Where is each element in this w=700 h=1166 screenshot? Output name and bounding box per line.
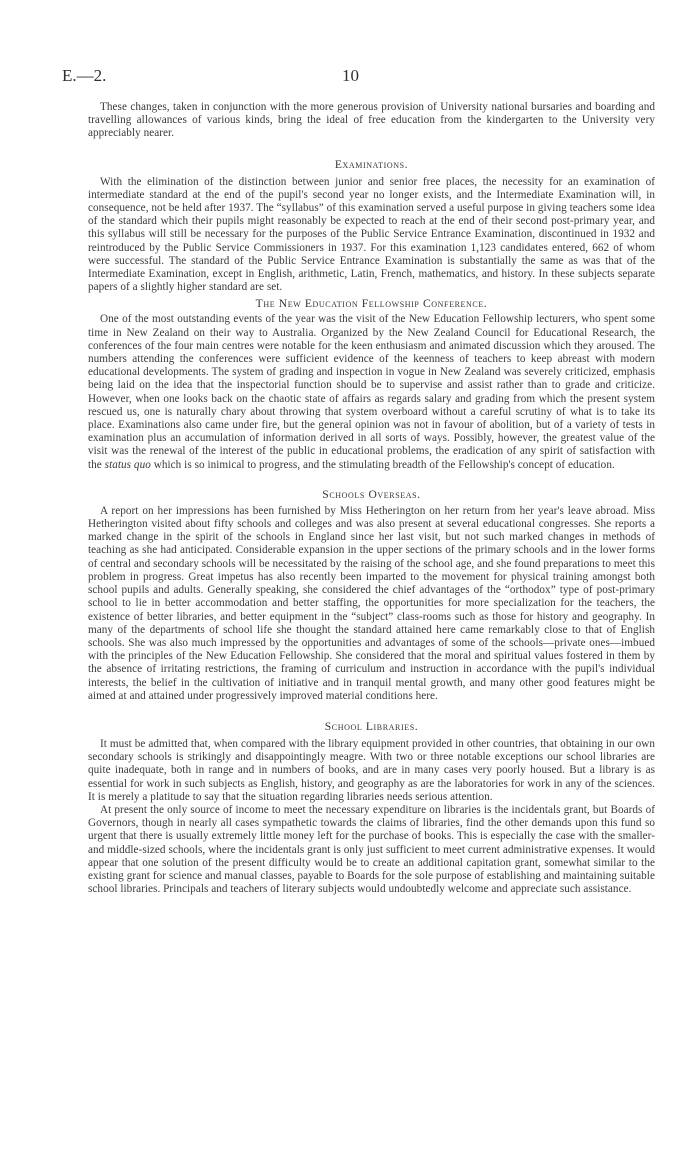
status-quo-italic: status quo (104, 458, 151, 471)
page-number: 10 (342, 66, 359, 85)
school-libraries-heading: School Libraries. (324, 719, 419, 733)
examinations-heading: Examinations. (334, 157, 409, 171)
page-body (88, 101, 655, 896)
intro-paragraph: These changes, taken in conjunction with the more generous provision of University national bursaries and boarding and travelling allowances of various kinds, bring the ideal of free education from the kindergarten to the University very appreciably nearer. (88, 101, 655, 140)
school-libraries-paragraph-1: It must be admitted that, when compared with the library equipment provided in other countries, that obtaining in our own secondary schools is strikingly and disappointingly meagre. With two or three notable exceptions our school libraries are quite inadequate, both in range and in numbers of books, and are in many cases very poorly housed. But a library is as essential for work in such subjects as English, history, and geography as are the laboratories for work in any of the sciences. It is merely a platitude to say that the situation regarding libraries needs serious attention. (88, 737, 655, 803)
examinations-paragraph: With the elimination of the distinction between junior and senior free places, the necessity for an examination of intermediate standard at the end of the pupil's second year no longer exists, and the Intermediate Examination will, in consequence, not be held after 1937. The “syllabus” of this examination served a useful purpose in giving teachers some idea of the standard which their pupils might reasonably be expected to reach at the end of their second post-primary year, and this syllabus will still be necessary for the purposes of the Public Service Entrance Examination, discontinued in 1932 and reintroduced by the Public Service Commissioners in 1937. For this examination 1,123 candidates entered, 662 of whom were successful. The standard of the Public Service Entrance Examination is substantially the same as was that of the Intermediate Examination, except in English, arithmetic, Latin, French, mathematics, and history. In these subjects separate papers of a slightly higher standard are set. (88, 175, 655, 294)
fellowship-conference-paragraph (88, 313, 655, 471)
fellowship-text-part-2: which is so inimical to progress, and the stimulating breadth of the Fellowship's concept of education. (150, 458, 615, 471)
schools-overseas-paragraph: A report on her impressions has been furnished by Miss Hetherington on her return from her year's leave abroad. Miss Hetherington visited about fifty schools and colleges and was also present at several educational congresses. She reports a marked change in the spirit of the schools in England since her last visit, but not such marked changes in methods of teaching as she had anticipated. Considerable expansion in the upper sections of the primary schools and in the lower forms of central and secondary schools will be necessitated by the raising of the school age, and she found preparations to meet this problem in progress. Great impetus has also recently been imparted to the movement for physical training amongst both school pupils and adults. Generally speaking, she considered the chief advantages of the “orthodox” type of post-primary school to lie in better accommodation and better staffing, the opportunities for more specialization for the teachers, the existence of better libraries, and better equipment in the “subject” class-rooms such as those for history and geography. In many of the departments of school life she thought the standard attained here came remarkably close to that of English schools. She was also much impressed by the opportunities and advantages of some of the schools—private ones—imbued with the principles of the New Education Fellowship. She considered that the moral and spiritual values fostered in them by the absence of irritating restrictions, the framing of curriculum and instruction in accordance with the pupil's individual interests, the belief in the cultivation of initiative and in tranquil mental growth, and many other good features might be aimed at and attained under progressively improved material conditions here. (88, 504, 655, 702)
school-libraries-paragraph-2: At present the only source of income to meet the necessary expenditure on libraries is the incidentals grant, but Boards of Governors, though in nearly all cases sympathetic towards the claims of libraries, find the other demands upon this fund so urgent that there is usually extremely little money left for the purchase of books. This is especially the case with the smaller- and middle-sized schools, where the incidentals grant is only just sufficient to meet current administrative expenses. It would appear that one solution of the present difficulty would be to create an additional capitation grant, somewhat similar to the existing grant for science and manual classes, payable to Boards for the sole purpose of establishing and maintaining suitable school libraries. Principals and teachers of literary subjects would undoubtedly welcome and appreciate such assistance. (88, 803, 655, 896)
fellowship-conference-heading: The New Education Fellowship Conference. (255, 297, 488, 311)
schools-overseas-heading: Schools Overseas. (322, 487, 421, 501)
fellowship-text-part-1: One of the most outstanding events of the year was the visit of the New Education Fellowship lecturers, who spent some time in New Zealand on their way to Australia. Organized by the New Zealand Council for Educational Research, the conferences of the four main centres were notable for the keen enthusiasm and animated discussion which they aroused. The numbers attending the conferences were sufficient evidence of the keenness of teachers to keep abreast with modern educational developments. The system of grading and inspection in vogue in New Zealand was severely criticized, emphasis being laid on the idea that the inspectorial function should be to supervise and assist rather than to grade and criticize. However, when one looks back on the chaotic state of affairs as regards salary and grading from which the present system rescued us, one is naturally chary about throwing that system overboard without a careful scrutiny of what is to take its place. Examinations also came under fire, but the general opinion was not in favour of abolition, but of a variety of tests in examination plus an accumulation of information derived in all sorts of ways. Possibly, however, the greatest value of the visit was the renewal of the interest of the public in educational problems, the eradication of any spirit of satisfaction with the (88, 313, 655, 471)
document-reference: E.—2. (62, 66, 107, 85)
page-header (62, 66, 662, 88)
